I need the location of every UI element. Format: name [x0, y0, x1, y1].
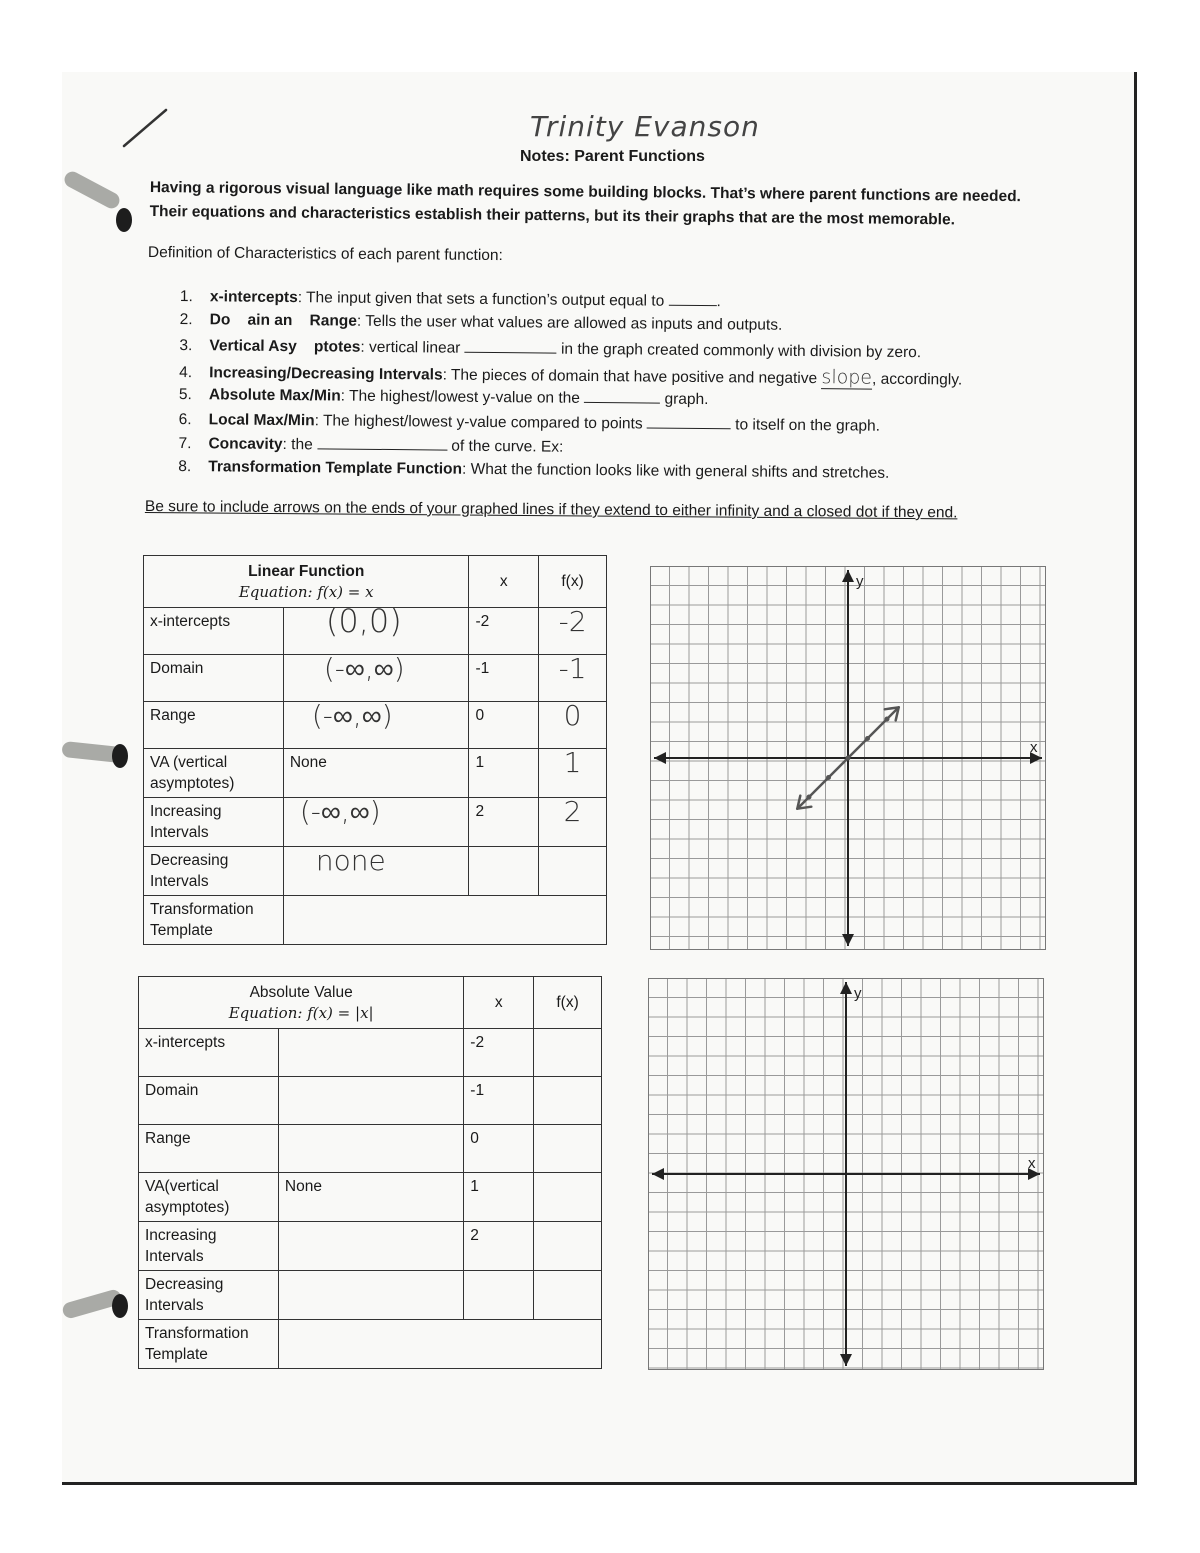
- binder-hole: [112, 1294, 128, 1318]
- fill-blank: [317, 434, 447, 450]
- absolute-value-table: [138, 976, 602, 1369]
- row-label: VA(vertical asymptotes): [139, 1173, 279, 1222]
- linear-graph-grid: [650, 566, 1046, 950]
- x-value: 2: [464, 1222, 534, 1271]
- row-answer: [278, 1029, 463, 1077]
- x-value: -1: [469, 655, 539, 702]
- fx-value: 0: [539, 702, 607, 749]
- x-axis-label: x: [1028, 1155, 1036, 1172]
- x-value: 1: [469, 749, 539, 798]
- fx-value: 2: [539, 798, 607, 847]
- row-label: Range: [139, 1125, 279, 1173]
- handwritten-fill: slope: [821, 365, 873, 389]
- row-label: Range: [144, 702, 284, 749]
- absolute-value-graph-grid: [648, 978, 1044, 1370]
- function-name: Absolute Value: [249, 983, 353, 1001]
- row-label: Increasing Intervals: [139, 1222, 279, 1271]
- table-row: [139, 1173, 602, 1222]
- definition-item: 8. Transformation Template Function: What the function looks like with general shifts and stretches.: [178, 457, 890, 482]
- row-answer: None: [283, 749, 469, 798]
- definition-item: 3. Vertical Asy ptotes: vertical linear in the graph created commonly with division by zero.: [179, 336, 922, 362]
- function-equation: Equation: f(x) = |x|: [228, 1003, 374, 1022]
- pen-stroke-mark: [120, 104, 170, 150]
- x-value: 0: [464, 1125, 534, 1173]
- definition-item: 5. Absolute Max/Min: The highest/lowest y-value on the graph.: [178, 385, 709, 409]
- table-row: [139, 1222, 602, 1271]
- row-answer: [278, 1320, 601, 1369]
- row-label: Decreasing Intervals: [139, 1271, 279, 1320]
- x-value: [464, 1271, 534, 1320]
- handwritten-answer: none: [283, 847, 469, 896]
- table-row: [139, 1320, 602, 1369]
- function-equation: Equation: f(x) = x: [238, 582, 374, 601]
- x-value: -2: [464, 1029, 534, 1077]
- fx-value: 1: [539, 749, 607, 798]
- definitions-list: [178, 286, 963, 490]
- table-row: [139, 1125, 602, 1173]
- table-row: [144, 702, 607, 749]
- definition-item: 4. Increasing/Decreasing Intervals: The pieces of domain that have positive and negative slope, accordingly.: [179, 363, 963, 389]
- fx-value: [539, 847, 607, 896]
- row-label: x-intercepts: [144, 608, 284, 655]
- handwritten-answer: (-∞,∞): [283, 655, 469, 702]
- row-label: Domain: [144, 655, 284, 702]
- row-label: Transformation Template: [139, 1320, 279, 1369]
- intro-paragraph: [149, 176, 1079, 234]
- row-answer: [278, 1271, 463, 1320]
- fill-blank: [669, 291, 717, 306]
- table-row: [144, 896, 607, 945]
- linear-function-table: [143, 555, 607, 945]
- fx-value: [534, 1125, 602, 1173]
- function-name: Linear Function: [248, 562, 365, 580]
- definition-item: 1. x-intercepts: The input given that sets a function’s output equal to .: [179, 287, 721, 311]
- x-axis-label: x: [1030, 739, 1038, 756]
- plotted-point: [826, 775, 831, 780]
- fx-column-header: f(x): [539, 556, 607, 608]
- table-row: [144, 798, 607, 847]
- fx-value: [534, 1077, 602, 1125]
- table-header: [144, 556, 469, 608]
- x-value: 2: [469, 798, 539, 847]
- row-answer: [278, 1077, 463, 1125]
- y-axis-label: y: [856, 573, 864, 590]
- plotted-point: [865, 736, 870, 741]
- row-label: Domain: [139, 1077, 279, 1125]
- graphing-instruction: Be sure to include arrows on the ends of your graphed lines if they extend to either infinity and a closed dot if they end.: [144, 498, 958, 522]
- row-label: VA (vertical asymptotes): [144, 749, 284, 798]
- y-axis-arrow-up: [840, 982, 852, 994]
- handwritten-answer: (0,0): [283, 608, 469, 655]
- definition-item: 7. Concavity: the of the curve. Ex:: [178, 434, 564, 456]
- binder-hole: [116, 208, 132, 232]
- row-label: Transformation Template: [144, 896, 284, 945]
- x-value: -2: [469, 608, 539, 655]
- fx-value: -2: [539, 608, 607, 655]
- plotted-point: [885, 717, 890, 722]
- row-answer: [278, 1125, 463, 1173]
- table-row: [139, 1271, 602, 1320]
- table-row: [144, 749, 607, 798]
- definitions-heading: Definition of Characteristics of each parent function:: [147, 244, 503, 265]
- row-answer: None: [278, 1173, 463, 1222]
- student-name: Trinity Evanson: [530, 110, 760, 143]
- y-axis-label: y: [854, 985, 862, 1002]
- x-axis-arrow-left: [654, 752, 666, 764]
- x-axis-arrow-left: [652, 1168, 664, 1180]
- row-label: Increasing Intervals: [144, 798, 284, 847]
- fill-blank: [584, 388, 660, 404]
- fx-value: [534, 1173, 602, 1222]
- x-value: 0: [469, 702, 539, 749]
- y-axis-arrow-down: [842, 934, 854, 946]
- fx-column-header: f(x): [534, 977, 602, 1029]
- page-title: Notes: Parent Functions: [520, 148, 705, 165]
- fx-value: [534, 1222, 602, 1271]
- fx-value: [534, 1029, 602, 1077]
- row-answer: [278, 1222, 463, 1271]
- fx-value: -1: [539, 655, 607, 702]
- x-value: -1: [464, 1077, 534, 1125]
- definition-item: 6. Local Max/Min: The highest/lowest y-value compared to points to itself on the graph.: [178, 410, 881, 435]
- table-header: [139, 977, 464, 1029]
- table-row: [139, 1029, 602, 1077]
- row-answer: [283, 896, 606, 945]
- table-row: [144, 608, 607, 655]
- table-row: [139, 1077, 602, 1125]
- y-axis-arrow-up: [842, 570, 854, 582]
- x-value: [469, 847, 539, 896]
- fx-value: [534, 1271, 602, 1320]
- binder-hole: [112, 744, 128, 768]
- row-label: Decreasing Intervals: [144, 847, 284, 896]
- x-value: 1: [464, 1173, 534, 1222]
- fill-blank: [465, 338, 557, 354]
- intro-line-1: Having a rigorous visual language like math requires some building blocks. That’s where parent functions are needed.: [149, 178, 1022, 206]
- definition-item: 2. Do ain an Range: Tells the user what values are allowed as inputs and outputs.: [179, 310, 783, 334]
- handwritten-answer: (-∞,∞): [283, 798, 469, 847]
- table-row: [144, 655, 607, 702]
- table-row: [144, 847, 607, 896]
- x-column-header: x: [469, 556, 539, 608]
- intro-line-2: Their equations and characteristics establish their patterns, but its their graphs that are the most memorable.: [149, 202, 956, 229]
- plotted-point: [807, 795, 812, 800]
- x-column-header: x: [464, 977, 534, 1029]
- row-label: x-intercepts: [139, 1029, 279, 1077]
- y-axis-arrow-down: [840, 1354, 852, 1366]
- plotted-point: [846, 756, 851, 761]
- handwritten-answer: (-∞,∞): [283, 702, 469, 749]
- fill-blank: [647, 413, 731, 429]
